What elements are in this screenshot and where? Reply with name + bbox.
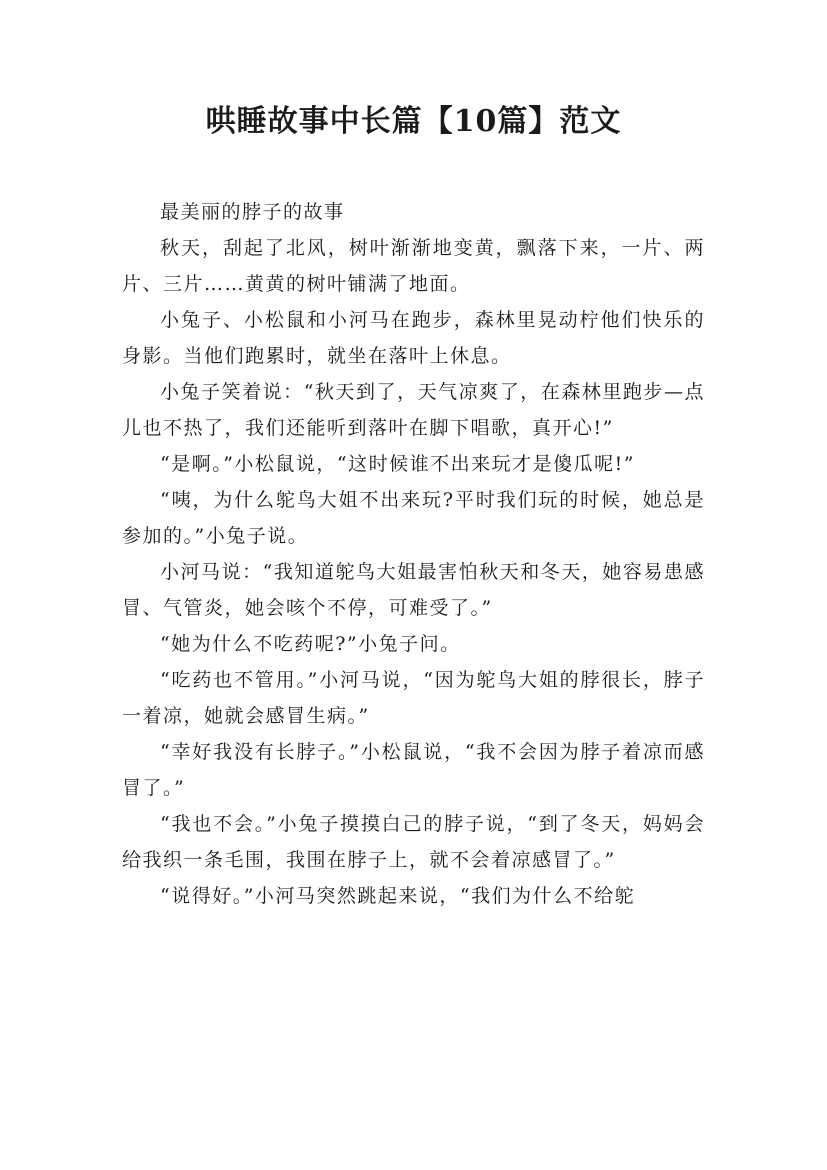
paragraph: “幸好我没有长脖子。”小松鼠说，“我不会因为脖子着凉而感冒了。” bbox=[122, 741, 705, 799]
story-heading: 最美丽的脖子的故事 bbox=[160, 201, 345, 223]
document-body bbox=[122, 194, 705, 914]
paragraph: “吃药也不管用。”小河马说，“因为鸵鸟大姐的脖很长，脖子一着凉，她就会感冒生病。” bbox=[122, 669, 705, 727]
paragraph: 小兔子、小松鼠和小河马在跑步，森林里晃动柠他们快乐的身影。当他们跑累时，就坐在落叶上休息。 bbox=[122, 309, 705, 367]
paragraph: “是啊。”小松鼠说，“这时候谁不出来玩才是傻瓜呢!” bbox=[160, 453, 635, 475]
paragraph: “说得好。”小河马突然跳起来说，“我们为什么不给鸵 bbox=[160, 885, 636, 907]
paragraph: “她为什么不吃药呢?”小兔子问。 bbox=[160, 633, 461, 655]
paragraph: 小河马说：“我知道鸵鸟大姐最害怕秋天和冬天，她容易患感冒、气管炎，她会咳个不停，可难受了。” bbox=[122, 561, 705, 619]
document-title: 哄睡故事中长篇【10篇】范文 bbox=[205, 104, 622, 139]
paragraph: 小兔子笑着说：“秋天到了，天气凉爽了，在森林里跑步—点儿也不热了，我们还能听到落叶在脚下唱歌，真开心!” bbox=[122, 381, 705, 439]
paragraph: 秋天，刮起了北风，树叶渐渐地变黄，飘落下来，一片、两片、三片……黄黄的树叶铺满了地面。 bbox=[122, 237, 705, 295]
paragraph: “咦，为什么鸵鸟大姐不出来玩?平时我们玩的时候，她总是参加的。”小兔子说。 bbox=[122, 489, 705, 547]
paragraph: “我也不会。”小兔子摸摸白己的脖子说，“到了冬天，妈妈会给我织一条毛围，我围在脖子上，就不会着凉感冒了。” bbox=[122, 813, 705, 871]
